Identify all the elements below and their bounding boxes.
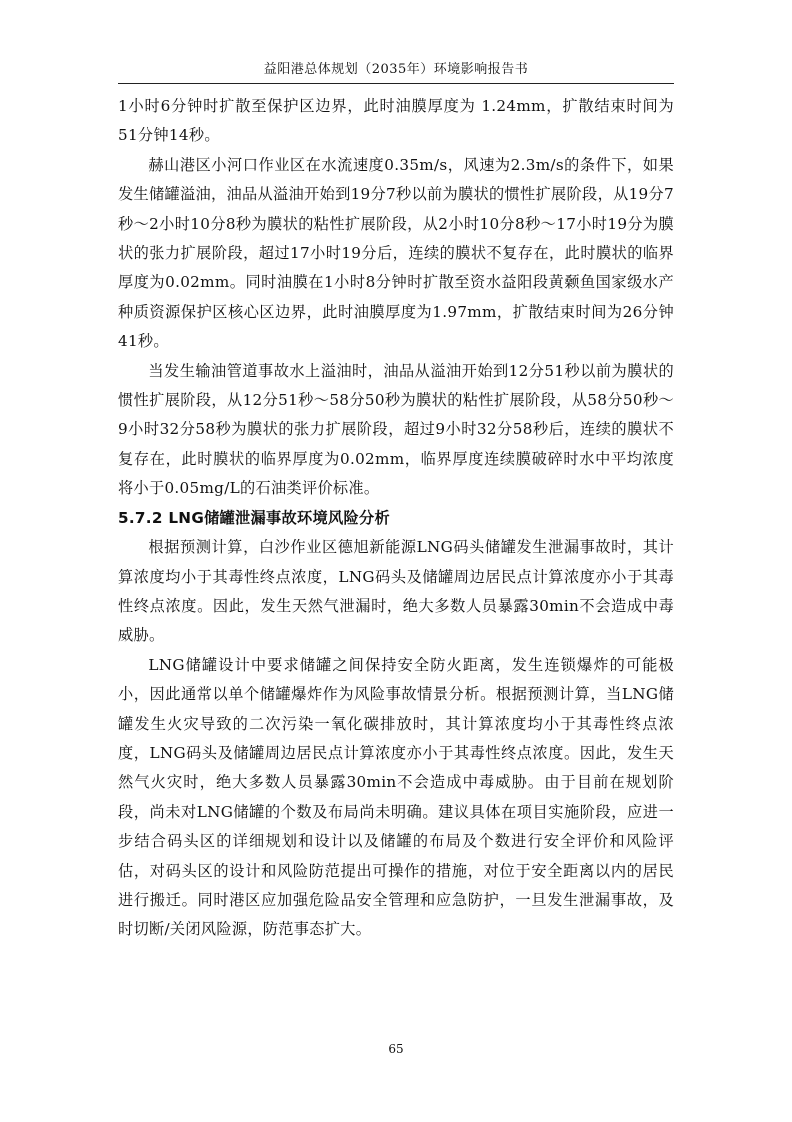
paragraph-heshan-spill: 赫山港区小河口作业区在水流速度0.35m/s，风速为2.3m/s的条件下，如果发生储罐溢油，油品从溢油开始到19分7秒以前为膜状的惯性扩展阶段，从19分7秒～2小时10分8秒为膜状的粘性扩展阶段，从2小时10分8秒～17小时19分为膜状的张力扩展阶段，超过17小时19分后，连续的膜状不复存在，此时膜状的临界厚度为0.02mm。同时油膜在1小时8分钟时扩散至资水益阳段黄颡鱼国家级水产种质资源保护区核心区边界，此时油膜厚度为1.97mm，扩散结束时间为26分钟41秒。	[118, 155, 674, 351]
page-content	[118, 92, 674, 945]
paragraph-lng-fire: LNG储罐设计中要求储罐之间保持安全防火距离，发生连锁爆炸的可能极小，因此通常以单个储罐爆炸作为风险事故情景分析。根据预测计算，当LNG储罐发生火灾导致的二次污染一氧化碳排放时，其计算浓度均小于其毒性终点浓度，LNG码头及储罐周边居民点计算浓度亦小于其毒性终点浓度。因此，发生天然气火灾时，绝大多数人员暴露30min不会造成中毒威胁。由于目前在规划阶段，尚未对LNG储罐的个数及布局尚未明确。建议具体在项目实施阶段，应进一步结合码头区的详细规划和设计以及储罐的布局及个数进行安全评价和风险评估，对码头区的设计和风险防范提出可操作的措施，对位于安全距离以内的居民进行搬迁。同时港区应加强危险品安全管理和应急防护，一旦发生泄漏事故，及时切断/关闭风险源，防范事态扩大。	[118, 655, 674, 939]
paragraph-continuation: 1小时6分钟时扩散至保护区边界，此时油膜厚度为 1.24mm，扩散结束时间为 51分钟14秒。	[118, 97, 674, 145]
section-heading: 5.7.2 LNG储罐泄漏事故环境风险分析	[118, 508, 390, 527]
header-rule	[118, 83, 674, 84]
paragraph-lng-leak: 根据预测计算，白沙作业区德旭新能源LNG码头储罐发生泄漏事故时，其计算浓度均小于其毒性终点浓度，LNG码头及储罐周边居民点计算浓度亦小于其毒性终点浓度。因此，发生天然气泄漏时，绝大多数人员暴露30min不会造成中毒威胁。	[118, 538, 674, 645]
page-number: 65	[388, 1042, 404, 1056]
paragraph-pipeline-spill: 当发生输油管道事故水上溢油时，油品从溢油开始到12分51秒以前为膜状的惯性扩展阶段，从12分51秒～58分50秒为膜状的粘性扩展阶段，从58分50秒～9小时32分58秒为膜状的张力扩展阶段，超过9小时32分58秒后，连续的膜状不复存在，此时膜状的临界厚度为0.02mm，临界厚度连续膜破碎时水中平均浓度将小于0.05mg/L的石油类评价标准。	[118, 361, 674, 498]
page-header-title: 益阳港总体规划（2035年）环境影响报告书	[263, 62, 529, 77]
